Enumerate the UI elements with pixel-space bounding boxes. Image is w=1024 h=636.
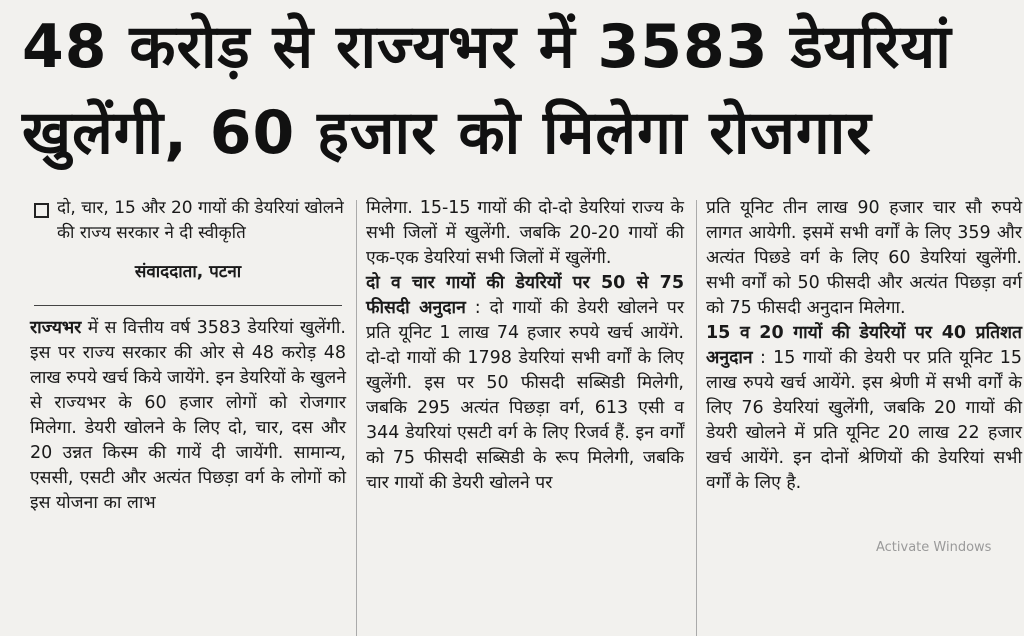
activate-windows-watermark: Activate Windows: [876, 540, 992, 555]
column-2-text-1: मिलेगा. 15-15 गायों की दो-दो डेयरियां राज्य के सभी जिलों में खुलेंगी. जबकि 20-20 गायों की एक-एक डेयरियां सभी जिलों में खुलेंगी.: [366, 198, 684, 268]
byline-divider: [34, 305, 342, 306]
square-bullet-icon: [34, 203, 49, 218]
summary-text: दो, चार, 15 और 20 गायों की डेयरियां खोलने की राज्य सरकार ने दी स्वीकृति: [57, 198, 344, 243]
column-1-text: में स वित्तीय वर्ष 3583 डेयरियां खुलेंगी. इस पर राज्य सरकार की ओर से 48 करोड़ 48 लाख रुपये खर्च किये जायेंगे. इन डेयरियों के खुलने से राज्यभर के 60 हजार लोगों को रोजगार मिलेगा. डेयरी खोलने के लिए दो, चार, दस और 20 उन्नत किस्म की गायें दी जायेंगी. सामान्य, एससी, एसटी और अत्यंत पिछड़ा वर्ग के लोगों को इस योजना का लाभ: [30, 318, 346, 513]
byline: संवाददाता, पटना: [134, 262, 242, 282]
column-1-body: [30, 316, 346, 516]
column-2-subhead: दो व चार गायों की डेयरियों पर 50 से 75 फीसदी अनुदान: [366, 273, 684, 318]
column-2-text-2: : दो गायों की डेयरी खोलने पर प्रति यूनिट 1 लाख 74 हजार रुपये खर्च आयेंगे. दो-दो गायों की 1798 डेयरियां सभी वर्गों के लिए खुलेंगी. इस पर 50 फीसदी सब्सिडी मिलेगी, जबकि 295 अत्यंत पिछड़ा वर्ग, 613 एसी व 344 डेयरियां एसटी वर्ग के लिए रिजर्व हैं. इन वर्गों को 75 फीसदी सब्सिडी के रूप मिलेगी, जबकि चार गायों की डेयरी खोलने पर: [366, 298, 684, 493]
column-1: [30, 196, 346, 516]
headline-line-2: खुलेंगी, 60 हजार को मिलेगा रोजगार: [22, 98, 872, 168]
headline-line-1: 48 करोड़ से राज्यभर में 3583 डेयरियां: [22, 12, 952, 82]
summary-bullet: [30, 196, 346, 246]
article-columns: [30, 196, 1022, 636]
column-3-body: [706, 321, 1022, 496]
column-3-subhead: 15 व 20 गायों की डेयरियों पर 40 प्रतिशत अनुदान: [706, 323, 1022, 368]
column-2-body: [366, 271, 684, 496]
lead-word: राज्यभर: [30, 318, 82, 338]
column-3-text-1: प्रति यूनिट तीन लाख 90 हजार चार सौ रुपये लागत आयेगी. इसमें सभी वर्गों के लिए 359 और अत्यंत पिछडे वर्ग के लिए 60 डेयरियां खुलेंगी. सभी वर्गों को 50 फीसदी और अत्यंत पिछड़ा वर्ग को 75 फीसदी अनुदान मिलेगा.: [706, 198, 1022, 318]
headline: [22, 4, 1012, 176]
column-3-text-2: : 15 गायों की डेयरी पर प्रति यूनिट 15 लाख रुपये खर्च आयेंगे. इस श्रेणी में सभी वर्गों के लिए 76 डेयरियां खुलेंगी, जबकि 20 गायों की डेयरी खोलने में प्रति यूनिट 20 लाख 22 हजार खर्च आयेंगे. इन दोनों श्रेणियों की डेयरियां सभी वर्गों के लिए है.: [706, 348, 1022, 493]
column-2: [366, 196, 684, 496]
column-3: [706, 196, 1022, 496]
